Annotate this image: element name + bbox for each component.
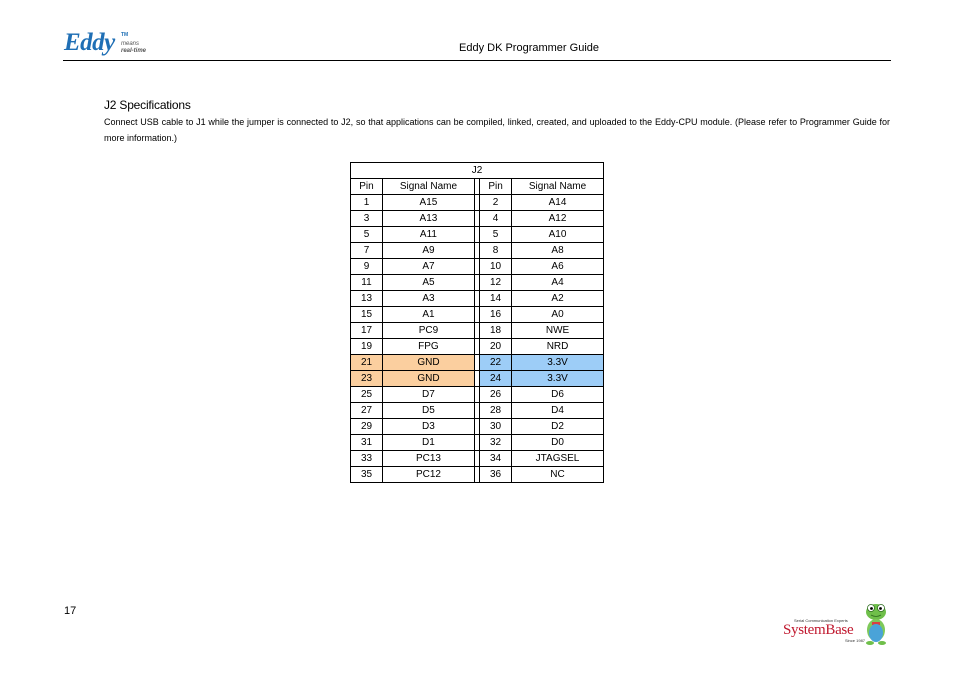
column-header: Pin — [480, 179, 512, 195]
pin-b-cell: 22 — [480, 355, 512, 371]
pin-b-cell: 2 — [480, 195, 512, 211]
pin-b-cell: 4 — [480, 211, 512, 227]
brand-since: Since 1987 — [845, 638, 866, 643]
eddy-logo — [64, 30, 164, 60]
column-header: Signal Name — [512, 179, 604, 195]
pin-a-cell: 27 — [351, 403, 383, 419]
pin-a-cell: 29 — [351, 419, 383, 435]
pin-b-cell: 26 — [480, 387, 512, 403]
pin-b-cell: 5 — [480, 227, 512, 243]
signal-a-cell: PC9 — [383, 323, 475, 339]
pin-a-cell: 7 — [351, 243, 383, 259]
signal-b-cell: A6 — [512, 259, 604, 275]
table-row — [351, 227, 604, 243]
signal-a-cell: PC13 — [383, 451, 475, 467]
pin-a-cell: 3 — [351, 211, 383, 227]
signal-b-cell: A14 — [512, 195, 604, 211]
table-header-row — [351, 179, 604, 195]
signal-b-cell: A0 — [512, 307, 604, 323]
table-row — [351, 259, 604, 275]
pin-a-cell: 23 — [351, 371, 383, 387]
signal-b-cell: A2 — [512, 291, 604, 307]
pin-b-cell: 20 — [480, 339, 512, 355]
column-header: Pin — [351, 179, 383, 195]
signal-b-cell: JTAGSEL — [512, 451, 604, 467]
signal-b-cell: D0 — [512, 435, 604, 451]
pin-b-cell: 36 — [480, 467, 512, 483]
table-caption: J2 — [351, 163, 604, 179]
pin-a-cell: 25 — [351, 387, 383, 403]
signal-a-cell: GND — [383, 371, 475, 387]
signal-b-cell: D2 — [512, 419, 604, 435]
page-number: 17 — [64, 605, 77, 617]
table-row — [351, 243, 604, 259]
pin-b-cell: 14 — [480, 291, 512, 307]
table-caption-row — [351, 163, 604, 179]
signal-a-cell: A13 — [383, 211, 475, 227]
table-row — [351, 435, 604, 451]
signal-b-cell: NRD — [512, 339, 604, 355]
pin-a-cell: 31 — [351, 435, 383, 451]
pin-b-cell: 30 — [480, 419, 512, 435]
table-row — [351, 355, 604, 371]
signal-a-cell: A11 — [383, 227, 475, 243]
pin-a-cell: 17 — [351, 323, 383, 339]
signal-a-cell: A15 — [383, 195, 475, 211]
signal-a-cell: A7 — [383, 259, 475, 275]
table-row — [351, 387, 604, 403]
signal-b-cell: 3.3V — [512, 371, 604, 387]
signal-b-cell: A4 — [512, 275, 604, 291]
brand-tagline: Serial Communication Experts — [794, 618, 848, 623]
signal-b-cell: NWE — [512, 323, 604, 339]
table-row — [351, 275, 604, 291]
pin-b-cell: 24 — [480, 371, 512, 387]
section-paragraph: Connect USB cable to J1 while the jumper is connected to J2, so that applications can be compiled, linked, created, and uploaded to the Eddy-CPU module. (Please refer to Programmer Guide for more information.) — [104, 117, 890, 143]
header-divider — [63, 60, 891, 61]
table-row — [351, 467, 604, 483]
j2-pin-table — [350, 162, 604, 483]
signal-a-cell: A3 — [383, 291, 475, 307]
signal-a-cell: GND — [383, 355, 475, 371]
signal-a-cell: PC12 — [383, 467, 475, 483]
pin-a-cell: 19 — [351, 339, 383, 355]
pin-a-cell: 1 — [351, 195, 383, 211]
logo-realtime: real-time — [121, 48, 147, 54]
pin-a-cell: 5 — [351, 227, 383, 243]
table-row — [351, 211, 604, 227]
signal-b-cell: D4 — [512, 403, 604, 419]
brand-name: SystemBase — [783, 622, 854, 638]
section-title: J2 Specifications — [104, 98, 191, 112]
logo-word: Eddy — [64, 29, 115, 56]
frog-mascot-icon — [863, 600, 889, 646]
signal-a-cell: D5 — [383, 403, 475, 419]
signal-b-cell: A8 — [512, 243, 604, 259]
table-row — [351, 307, 604, 323]
signal-a-cell: A9 — [383, 243, 475, 259]
table-row — [351, 419, 604, 435]
pin-b-cell: 16 — [480, 307, 512, 323]
pin-a-cell: 35 — [351, 467, 383, 483]
signal-b-cell: A10 — [512, 227, 604, 243]
pin-a-cell: 9 — [351, 259, 383, 275]
pin-a-cell: 11 — [351, 275, 383, 291]
signal-a-cell: D7 — [383, 387, 475, 403]
pin-b-cell: 32 — [480, 435, 512, 451]
signal-b-cell: A12 — [512, 211, 604, 227]
signal-a-cell: D1 — [383, 435, 475, 451]
pin-b-cell: 8 — [480, 243, 512, 259]
table-row — [351, 403, 604, 419]
table-row — [351, 195, 604, 211]
pin-b-cell: 28 — [480, 403, 512, 419]
systembase-logo — [783, 600, 889, 646]
pin-b-cell: 18 — [480, 323, 512, 339]
column-header: Signal Name — [383, 179, 475, 195]
logo-means: means — [121, 41, 140, 47]
pin-a-cell: 33 — [351, 451, 383, 467]
pin-a-cell: 15 — [351, 307, 383, 323]
signal-b-cell: D6 — [512, 387, 604, 403]
pin-b-cell: 34 — [480, 451, 512, 467]
table-row — [351, 291, 604, 307]
signal-b-cell: NC — [512, 467, 604, 483]
header-title: Eddy DK Programmer Guide — [459, 42, 599, 54]
signal-b-cell: 3.3V — [512, 355, 604, 371]
signal-a-cell: A1 — [383, 307, 475, 323]
table-row — [351, 371, 604, 387]
signal-a-cell: FPG — [383, 339, 475, 355]
table-row — [351, 339, 604, 355]
pin-b-cell: 10 — [480, 259, 512, 275]
pin-b-cell: 12 — [480, 275, 512, 291]
table-row — [351, 323, 604, 339]
table-row — [351, 451, 604, 467]
signal-a-cell: D3 — [383, 419, 475, 435]
signal-a-cell: A5 — [383, 275, 475, 291]
logo-tm: TM — [121, 32, 129, 38]
pin-a-cell: 21 — [351, 355, 383, 371]
pin-a-cell: 13 — [351, 291, 383, 307]
